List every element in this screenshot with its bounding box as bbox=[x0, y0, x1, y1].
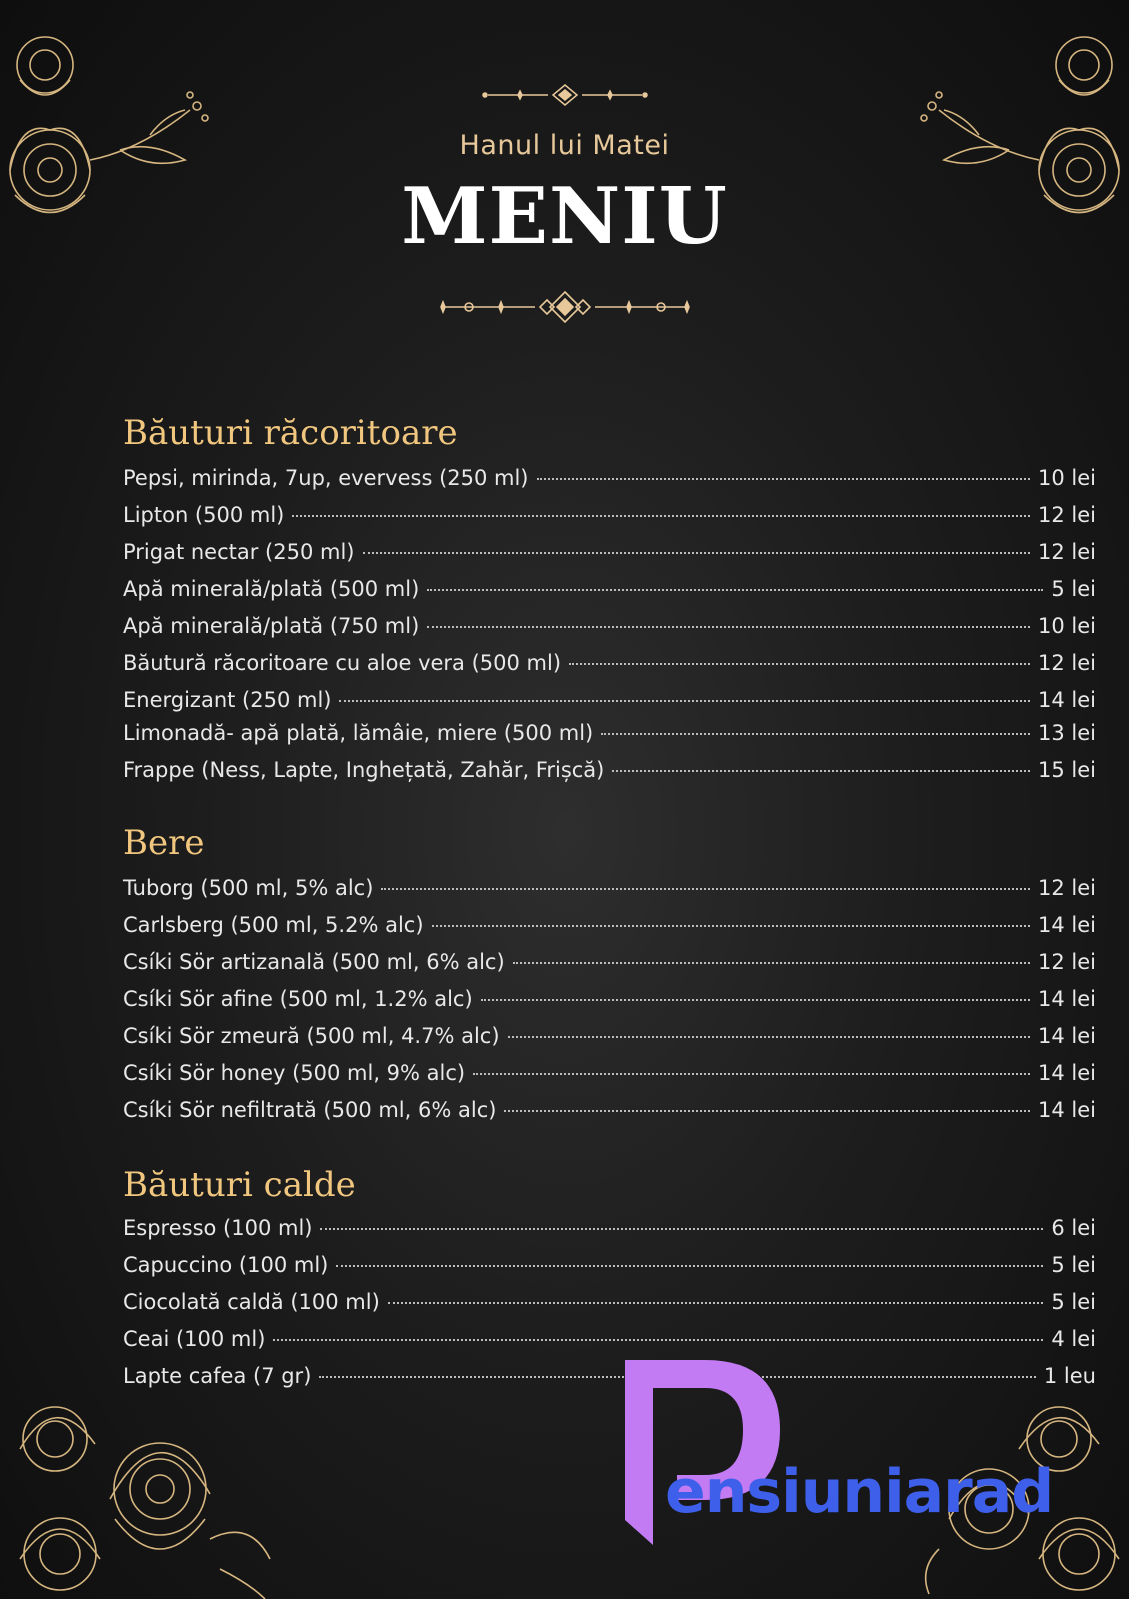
item-name: Capuccino (100 ml) bbox=[123, 1253, 329, 1277]
menu-item bbox=[123, 540, 1096, 568]
item-name: Ceai (100 ml) bbox=[123, 1327, 266, 1351]
item-name: Prigat nectar (250 ml) bbox=[123, 540, 355, 564]
item-price: 10 lei bbox=[1038, 466, 1096, 490]
menu-item bbox=[123, 614, 1096, 642]
menu-item bbox=[123, 950, 1096, 978]
dot-leader bbox=[612, 770, 1030, 772]
item-name: Lipton (500 ml) bbox=[123, 503, 285, 527]
menu-item bbox=[123, 1061, 1096, 1089]
menu-item bbox=[123, 1024, 1096, 1052]
item-price: 15 lei bbox=[1038, 758, 1096, 782]
item-price: 12 lei bbox=[1038, 876, 1096, 900]
ornamental-divider-icon bbox=[435, 290, 695, 328]
dot-leader bbox=[336, 1265, 1043, 1267]
item-price: 12 lei bbox=[1038, 950, 1096, 974]
item-name: Lapte cafea (7 gr) bbox=[123, 1364, 312, 1388]
section-title: Băuturi răcoritoare bbox=[123, 413, 458, 453]
item-price: 12 lei bbox=[1038, 651, 1096, 675]
dot-leader bbox=[339, 700, 1030, 702]
item-price: 14 lei bbox=[1038, 1098, 1096, 1122]
menu-item bbox=[123, 1364, 1096, 1392]
dot-leader bbox=[427, 589, 1043, 591]
dot-leader bbox=[504, 1110, 1030, 1112]
menu-item bbox=[123, 1253, 1096, 1281]
item-name: Tuborg (500 ml, 5% alc) bbox=[123, 876, 374, 900]
menu-item bbox=[123, 1216, 1096, 1244]
item-name: Csíki Sör artizanală (500 ml, 6% alc) bbox=[123, 950, 505, 974]
item-price: 5 lei bbox=[1051, 1253, 1096, 1277]
dot-leader bbox=[363, 552, 1031, 554]
menu-item bbox=[123, 758, 1096, 786]
menu-item bbox=[123, 1327, 1096, 1355]
dot-leader bbox=[432, 925, 1030, 927]
item-name: Ciocolată caldă (100 ml) bbox=[123, 1290, 380, 1314]
dot-leader bbox=[427, 626, 1030, 628]
floral-ornament-icon bbox=[0, 1369, 280, 1599]
item-name: Csíki Sör afine (500 ml, 1.2% alc) bbox=[123, 987, 473, 1011]
item-price: 12 lei bbox=[1038, 503, 1096, 527]
section-title: Băuturi calde bbox=[123, 1165, 356, 1205]
menu-item bbox=[123, 651, 1096, 679]
item-price: 5 lei bbox=[1051, 577, 1096, 601]
item-price: 4 lei bbox=[1051, 1327, 1096, 1351]
menu-item bbox=[123, 1290, 1096, 1318]
dot-leader bbox=[508, 1036, 1030, 1038]
dot-leader bbox=[569, 663, 1030, 665]
dot-leader bbox=[381, 888, 1030, 890]
item-name: Csíki Sör honey (500 ml, 9% alc) bbox=[123, 1061, 466, 1085]
dot-leader bbox=[481, 999, 1030, 1001]
menu-item bbox=[123, 876, 1096, 904]
item-name: Pepsi, mirinda, 7up, evervess (250 ml) bbox=[123, 466, 529, 490]
item-name: Carlsberg (500 ml, 5.2% alc) bbox=[123, 913, 424, 937]
dot-leader bbox=[273, 1339, 1043, 1341]
dot-leader bbox=[473, 1073, 1030, 1075]
item-price: 14 lei bbox=[1038, 913, 1096, 937]
item-price: 14 lei bbox=[1038, 1024, 1096, 1048]
item-price: 13 lei bbox=[1038, 721, 1096, 745]
menu-item bbox=[123, 1098, 1096, 1126]
item-name: Espresso (100 ml) bbox=[123, 1216, 313, 1240]
item-name: Energizant (250 ml) bbox=[123, 688, 332, 712]
menu-item bbox=[123, 688, 1096, 716]
dot-leader bbox=[537, 478, 1030, 480]
item-name: Csíki Sör zmeură (500 ml, 4.7% alc) bbox=[123, 1024, 500, 1048]
item-name: Apă minerală/plată (500 ml) bbox=[123, 577, 420, 601]
dot-leader bbox=[320, 1228, 1043, 1230]
menu-item bbox=[123, 577, 1096, 605]
page-title: MENIU bbox=[401, 171, 728, 262]
dot-leader bbox=[601, 733, 1030, 735]
menu-item bbox=[123, 721, 1096, 749]
menu-item bbox=[123, 913, 1096, 941]
item-name: Frappe (Ness, Lapte, Inghețată, Zahăr, Frișcă) bbox=[123, 758, 605, 782]
watermark-text: ensiuniarad bbox=[665, 1457, 1054, 1527]
menu-item bbox=[123, 503, 1096, 531]
dot-leader bbox=[292, 515, 1030, 517]
item-name: Băutură răcoritoare cu aloe vera (500 ml) bbox=[123, 651, 562, 675]
item-price: 1 leu bbox=[1043, 1364, 1096, 1388]
item-price: 10 lei bbox=[1038, 614, 1096, 638]
section-title: Bere bbox=[123, 823, 205, 863]
item-name: Csíki Sör nefiltrată (500 ml, 6% alc) bbox=[123, 1098, 497, 1122]
dot-leader bbox=[513, 962, 1030, 964]
item-price: 6 lei bbox=[1051, 1216, 1096, 1240]
item-price: 14 lei bbox=[1038, 688, 1096, 712]
item-name: Limonadă- apă plată, lămâie, miere (500 ml) bbox=[123, 721, 594, 745]
item-price: 5 lei bbox=[1051, 1290, 1096, 1314]
menu-item bbox=[123, 987, 1096, 1015]
ornamental-divider-icon bbox=[480, 82, 650, 112]
item-price: 14 lei bbox=[1038, 1061, 1096, 1085]
dot-leader bbox=[388, 1302, 1044, 1304]
item-price: 12 lei bbox=[1038, 540, 1096, 564]
item-name: Apă minerală/plată (750 ml) bbox=[123, 614, 420, 638]
restaurant-name: Hanul lui Matei bbox=[459, 130, 670, 161]
menu-item bbox=[123, 466, 1096, 494]
item-price: 14 lei bbox=[1038, 987, 1096, 1011]
